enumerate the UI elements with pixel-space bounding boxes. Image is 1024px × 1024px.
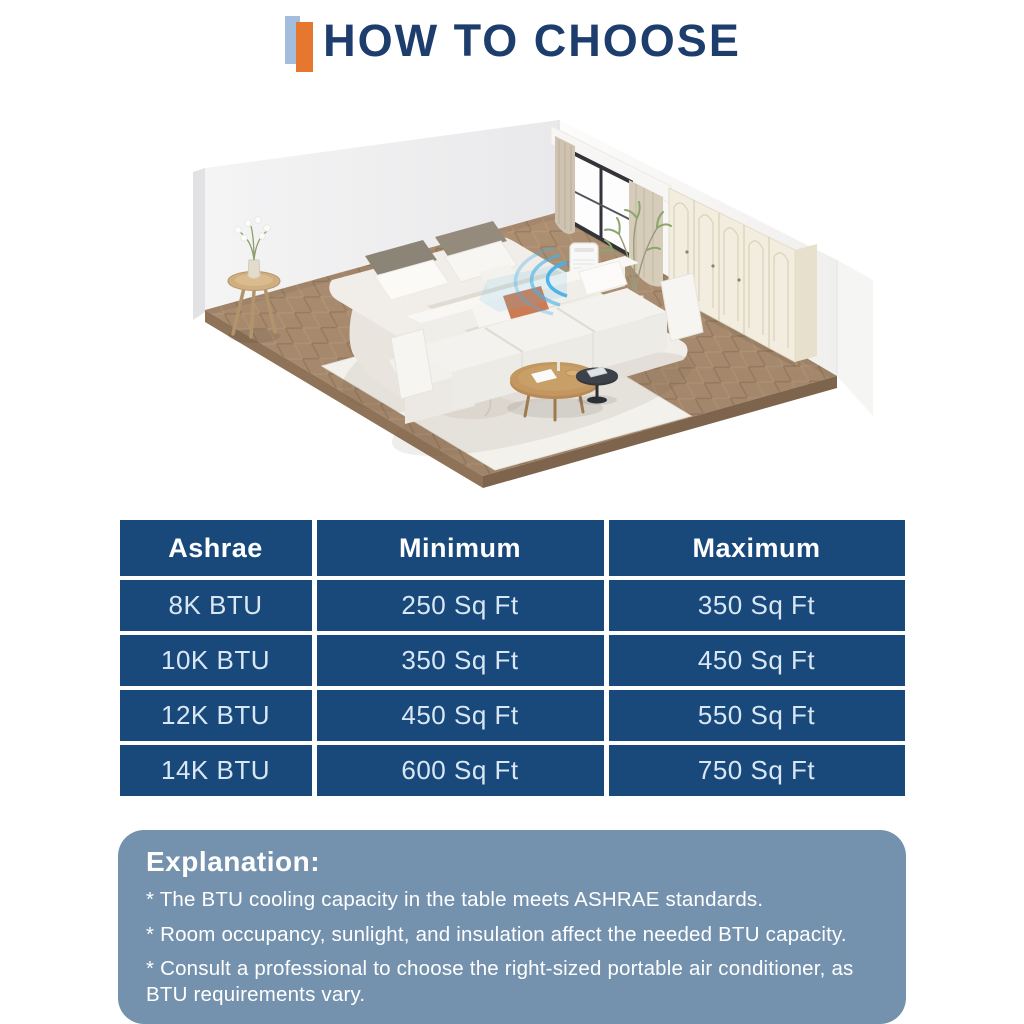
btu-sizing-table (120, 520, 905, 796)
explanation-heading: Explanation: (146, 846, 321, 877)
table-cell: 350 Sq Ft (317, 635, 604, 686)
explanation-bullet: * Consult a professional to choose the right-sized portable air conditioner, as BTU requirements vary. (146, 957, 854, 1006)
room-illustration-svg (127, 110, 897, 502)
explanation-bullet: * The BTU cooling capacity in the table meets ASHRAE standards. (146, 888, 764, 911)
table-header-minimum: Minimum (317, 520, 604, 576)
table-cell: 350 Sq Ft (609, 580, 905, 631)
table-cell: 10K BTU (120, 635, 312, 686)
table-cell: 8K BTU (120, 580, 312, 631)
explanation-bullet: * Room occupancy, sunlight, and insulation affect the needed BTU capacity. (146, 922, 847, 946)
table-cell: 250 Sq Ft (317, 580, 604, 631)
right-outer-wall (837, 260, 873, 416)
table-header-ashrae: Ashrae (120, 520, 312, 576)
accent-bar-orange (296, 22, 313, 72)
title-accent-bars-icon (283, 13, 317, 69)
table-cell: 450 Sq Ft (317, 690, 604, 741)
table-cell: 12K BTU (120, 690, 312, 741)
table-cell: 600 Sq Ft (317, 745, 604, 796)
table-cell: 750 Sq Ft (609, 745, 905, 796)
table-cell: 550 Sq Ft (609, 690, 905, 741)
page-title: HOW TO CHOOSE (323, 15, 741, 66)
table-cell: 14K BTU (120, 745, 312, 796)
explanation-box (118, 830, 906, 1024)
table-cell: 450 Sq Ft (609, 635, 905, 686)
table-header-maximum: Maximum (609, 520, 905, 576)
page-header (0, 12, 1024, 70)
room-illustration (127, 110, 897, 502)
